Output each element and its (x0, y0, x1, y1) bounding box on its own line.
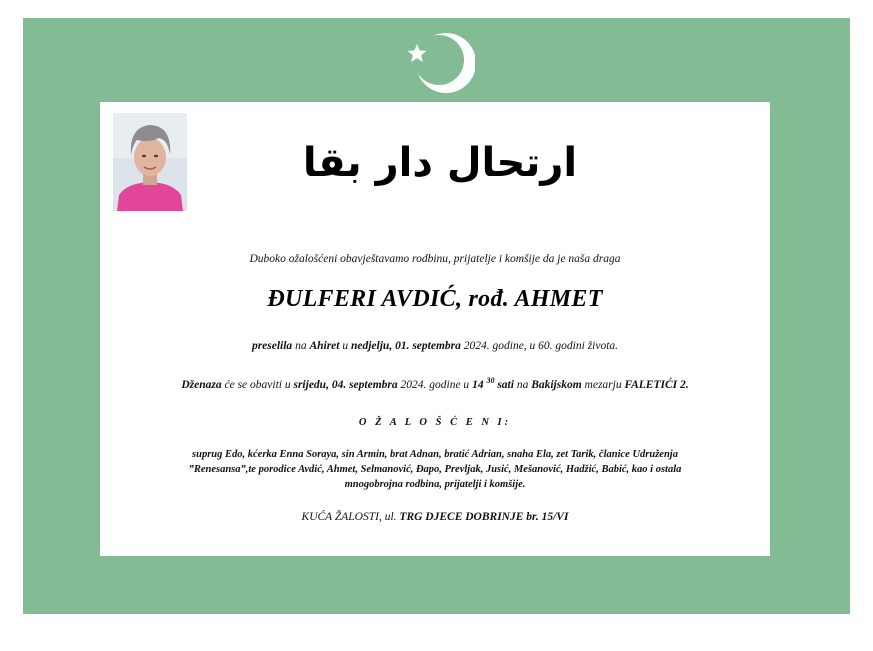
house-of-mourning: KUĆA ŽALOSTI, ul. TRG DJECE DOBRINJE br. 15/VI (301, 511, 569, 523)
mourners-line: suprug Edo, kćerka Enna Soraya, sin Armin, brat Adnan, bratić Adrian, snaha Ela, zet Tarik, članice Udruženja (192, 449, 678, 460)
funeral-line: Dženaza će se obaviti u srijedu, 04. septembra 2024. godine u 14 $^{30}$ sati na Bakijskom mezarju FALETIĆI 2. (181, 376, 689, 391)
intro-text: Duboko ožalošćeni obavještavamo rodbinu, prijatelje i komšije da je naša draga (249, 253, 621, 265)
portrait-photo (113, 113, 187, 211)
svg-text:ارتحال دار بقا: ارتحال دار بقا (302, 140, 578, 186)
mourners-heading: O Ž A L O Š Ć E N I: (358, 417, 512, 428)
arabic-calligraphy (302, 118, 578, 200)
crescent-star-icon (403, 30, 475, 96)
mourners-list (100, 447, 770, 492)
mourners-line: mnogobrojna rodbina, prijatelji i komšije. (344, 479, 526, 490)
obituary-card (100, 102, 770, 556)
deceased-name: ĐULFERI AVDIĆ, rođ. AHMET (267, 286, 603, 312)
mourners-line: ”Renesansa”,te porodice Avdić, Ahmet, Selmanović, Đapo, Prevljak, Jusić, Mešanović, Hadžić, Babić, kao i ostala (188, 464, 682, 475)
death-date-line: preselila na Ahiret u nedjelju, 01. septembra 2024. godine, u 60. godini života. (251, 340, 619, 352)
